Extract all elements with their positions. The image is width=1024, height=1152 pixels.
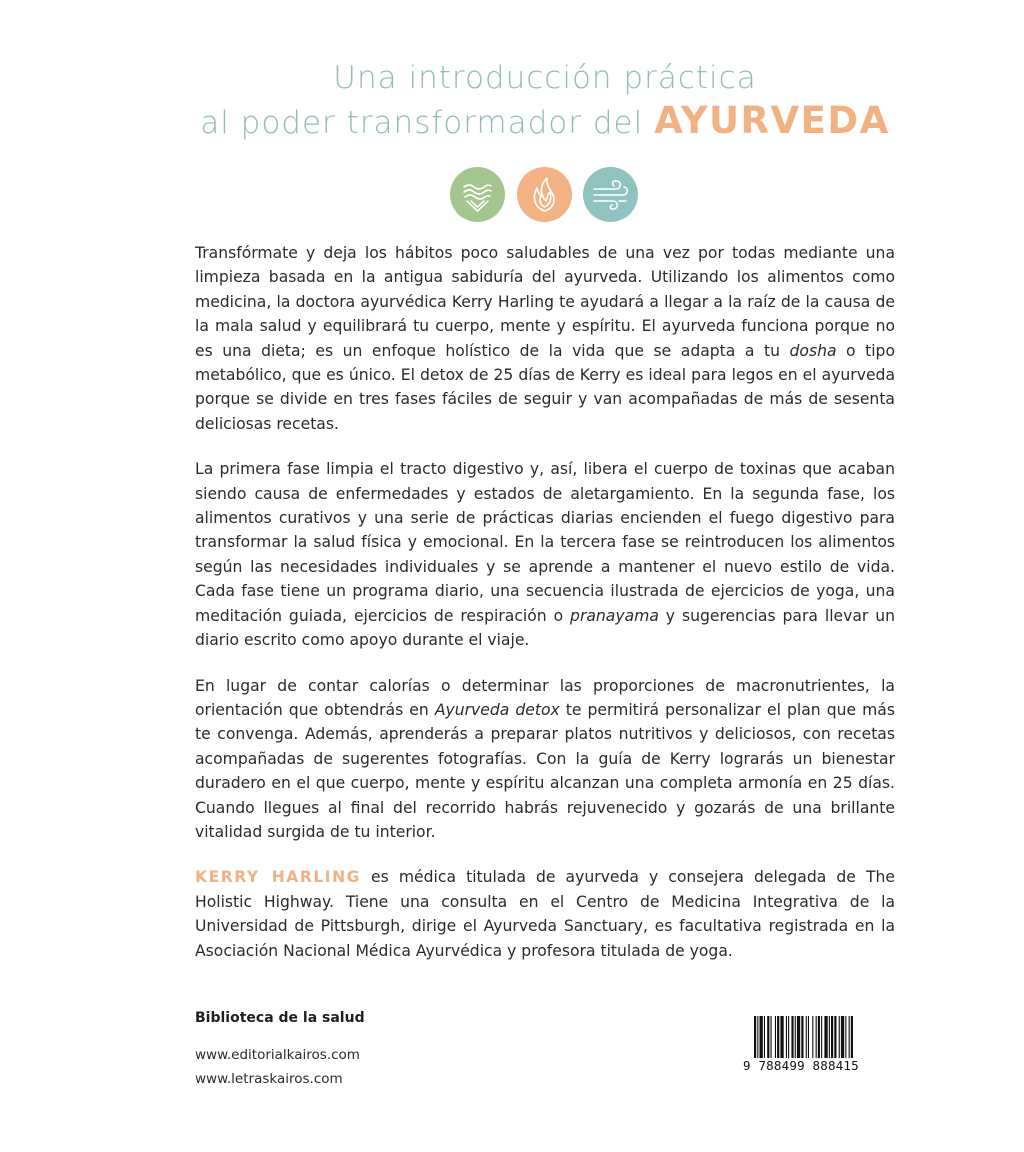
- blurb-p1-emphasis: dosha: [789, 341, 837, 360]
- fire-element-icon: [517, 167, 572, 222]
- blurb-p3-emphasis: Ayurveda detox: [434, 700, 560, 719]
- earth-element-icon: [450, 167, 505, 222]
- blurb-paragraph-3: [195, 674, 895, 845]
- headline-line-1: Una introducción práctica: [333, 60, 757, 96]
- author-bio-text: es médica titulada de ayurveda y consejera delegada de The Holistic Highway. Tiene una consulta en el Centro de Medicina Integrativa de la Universidad de Pittsburgh, dirige el Ayurveda Sanctuary, es facultativa registrada en la Asociación Nacional Médica Ayurvédica y profesora titulada de yoga.: [195, 868, 895, 960]
- website-editorial: www.editorialkairos.com: [195, 1047, 360, 1063]
- blurb-p1-text-a: Transfórmate y deja los hábitos poco saludables de una vez por todas mediante una limpieza basada en la antigua sabiduría del ayurveda. Utilizando los alimentos como medicina, la doctora ayurvédica Kerry Harling te ayudará a llegar a la raíz de la causa de la mala salud y equilibrará tu cuerpo, mente y espíritu. El ayurveda funciona porque no es una dieta; es un enfoque holístico de la vida que se adapta a tu: [195, 244, 895, 360]
- headline-line-2-prefix: al poder transformador del: [200, 105, 655, 141]
- blurb-p1-text-b: o tipo metabólico, que es único. El detox de 25 días de Kerry es ideal para legos en el ayurveda porque se divide en tres fases fáciles de seguir y van acompañadas de más de sesenta deliciosas recetas.: [195, 341, 896, 433]
- isbn-barcode: [742, 1016, 895, 1094]
- isbn-number: [742, 1058, 895, 1073]
- blurb-p3-text-a: En lugar de contar calorías o determinar las proporciones de macronutrientes, la orientación que obtendrás en: [195, 676, 895, 719]
- blurb-p3-text-b: te permitirá personalizar el plan que más te convenga. Además, aprenderás a preparar platos nutritivos y deliciosos, con recetas acompañadas de sugerentes fotografías. Con la guía de Kerry lograrás un bienestar duradero en el que cuerpo, mente y espíritu alcanzan una completa armonía en 25 días. Cuando llegues al final del recorrido habrás rejuvenecido y gozarás de una brillante vitalidad surgida de tu interior.: [195, 700, 895, 841]
- air-element-icon: [583, 167, 638, 222]
- collection-name: Biblioteca de la salud: [195, 1010, 365, 1026]
- blurb-p2-emphasis: pranayama: [570, 606, 659, 625]
- isbn-digits: 9 788499 888415: [743, 1058, 859, 1073]
- blurb-p2-text-b: y sugerencias para llevar un diario escrito como apoyo durante el viaje.: [195, 606, 895, 650]
- headline-accent-ayurveda: AYURVEDA: [654, 99, 890, 142]
- blurb-paragraph-2: [195, 457, 895, 652]
- headline-line-2: [150, 98, 940, 146]
- back-cover-blurb: [195, 241, 895, 984]
- blurb-paragraph-1: [195, 241, 895, 436]
- blurb-p2-text-a: La primera fase limpia el tracto digestivo y, así, libera el cuerpo de toxinas que acaban siendo causa de enfermedades y estados de aletargamiento. En la segunda fase, los alimentos curativos y una serie de prácticas diarias encienden el fuego digestivo para transformar la salud física y emocional. En la tercera fase se reintroducen los alimentos según las necesidades individuales y se aprende a mantener el nuevo estilo de vida. Cada fase tiene un programa diario, una secuencia ilustrada de ejercicios de yoga, una meditación guiada, ejercicios de respiración o: [195, 460, 895, 625]
- website-letras: www.letraskairos.com: [195, 1071, 343, 1087]
- headline: [150, 58, 940, 146]
- author-name: KERRY HARLING: [195, 868, 361, 887]
- author-bio: [195, 865, 895, 963]
- dosha-icons: [450, 167, 650, 223]
